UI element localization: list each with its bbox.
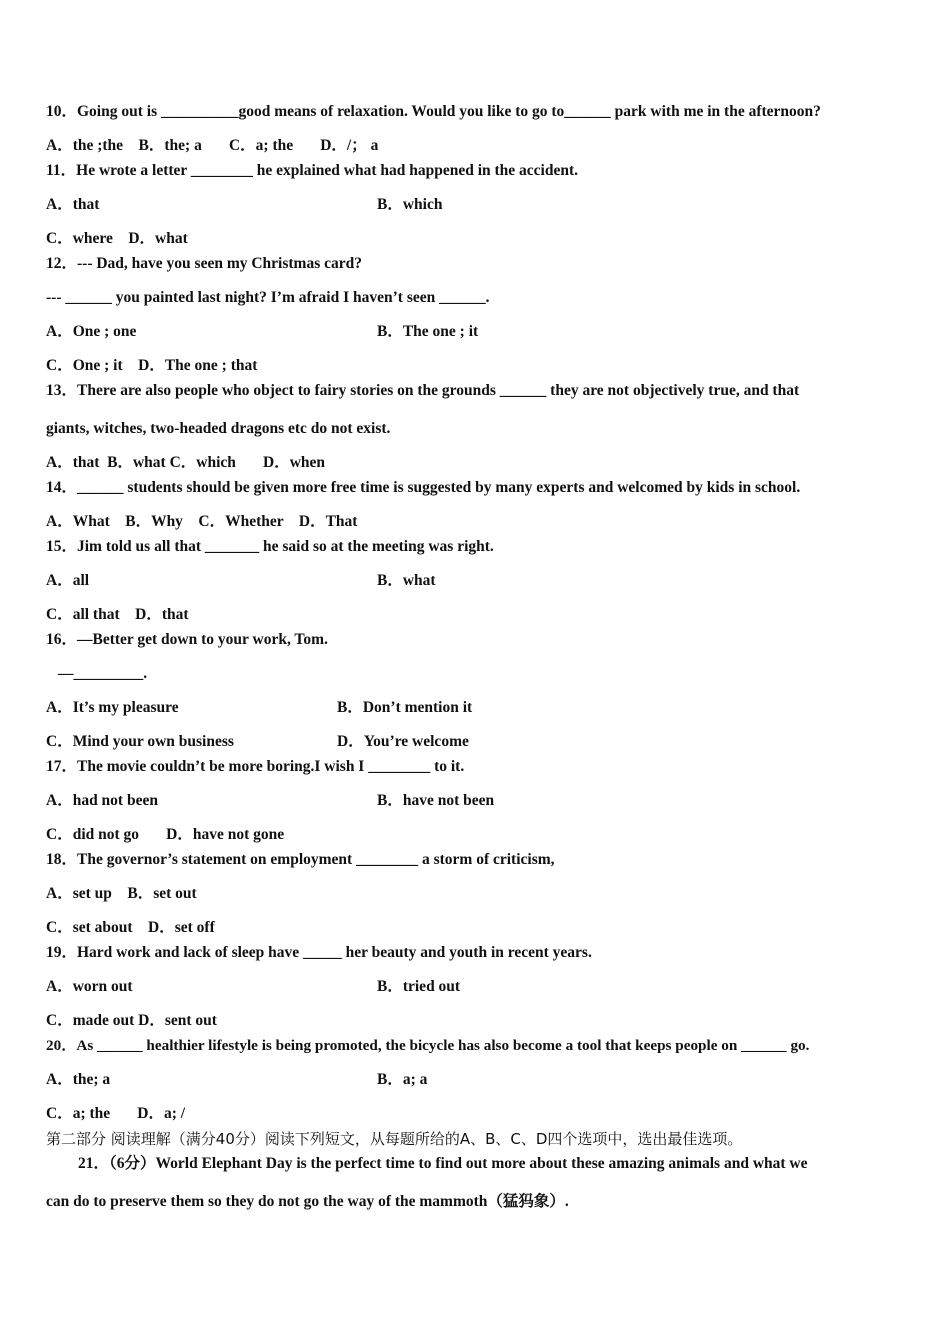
- q21-text-line1: 21．（6分）World Elephant Day is the perfect time to find out more about these amazing animals and what we: [78, 1155, 808, 1172]
- q16-option-c: C．Mind your own business: [46, 733, 234, 750]
- q12-option-a: A．One ; one: [46, 323, 137, 340]
- q15-options-cd: C．all that D．that: [46, 606, 189, 623]
- q18-options-cd: C．set about D．set off: [46, 919, 215, 936]
- q10-options: A．the ;the B．the; a C．a; the D．/； a: [46, 137, 379, 154]
- q19-option-a: A．worn out: [46, 978, 133, 995]
- q13-stem: 13．There are also people who object to fairy stories on the grounds ______ they are not objectively true, and that: [46, 382, 800, 399]
- q20-option-b: B．a; a: [377, 1071, 428, 1088]
- q17-option-a: A．had not been: [46, 792, 158, 809]
- q16-option-d: D．You’re welcome: [337, 733, 469, 750]
- q12-option-b: B．The one ; it: [377, 323, 479, 340]
- q12-stem-2: --- ______ you painted last night? I’m afraid I haven’t seen ______.: [46, 289, 490, 306]
- q19-options-cd: C．made out D．sent out: [46, 1012, 217, 1029]
- q18-stem: 18．The governor’s statement on employment ________ a storm of criticism,: [46, 851, 555, 868]
- q11-option-b: B．which: [377, 196, 443, 213]
- q15-option-a: A．all: [46, 572, 90, 589]
- q17-stem: 17．The movie couldn’t be more boring.I wish I ________ to it.: [46, 758, 465, 775]
- q16-option-a: A．It’s my pleasure: [46, 699, 179, 716]
- q17-option-b: B．have not been: [377, 792, 495, 809]
- q15-option-b: B．what: [377, 572, 436, 589]
- q20-options-cd: C．a; the D．a; /: [46, 1105, 186, 1122]
- q13-options: A．that B．what C．which D．when: [46, 454, 326, 471]
- q13-stem-2: giants, witches, two-headed dragons etc do not exist.: [46, 420, 391, 437]
- q15-stem: 15．Jim told us all that _______ he said so at the meeting was right.: [46, 538, 494, 555]
- q11-option-a: A．that: [46, 196, 100, 213]
- q10-stem: 10．Going out is __________good means of relaxation. Would you like to go to______ park with me in the afternoon?: [46, 103, 821, 120]
- q16-stem: 16．—Better get down to your work, Tom.: [46, 631, 328, 648]
- q19-stem: 19．Hard work and lack of sleep have _____ her beauty and youth in recent years.: [46, 944, 592, 961]
- q20-stem: 20．As ______ healthier lifestyle is being promoted, the bicycle has also become a tool that keeps people on ______ go.: [46, 1037, 810, 1054]
- q21-text-line2: can do to preserve them so they do not go the way of the mammoth（猛犸象）.: [46, 1193, 569, 1210]
- q19-option-b: B．tried out: [377, 978, 461, 995]
- q12-options-cd: C．One ; it D．The one ; that: [46, 357, 258, 374]
- q12-stem: 12．--- Dad, have you seen my Christmas card?: [46, 255, 363, 272]
- q18-options-ab: A．set up B．set out: [46, 885, 197, 902]
- q17-options-cd: C．did not go D．have not gone: [46, 826, 285, 843]
- section2-heading: 第二部分 阅读理解（满分40分）阅读下列短文，从每题所给的A、B、C、D四个选项中，选出最佳选项。: [46, 1130, 743, 1148]
- q16-stem-2: —_________.: [58, 665, 148, 682]
- q20-option-a: A．the; a: [46, 1071, 111, 1088]
- q11-stem: 11．He wrote a letter ________ he explained what had happened in the accident.: [46, 162, 579, 179]
- q11-options-cd: C．where D．what: [46, 230, 188, 247]
- q14-options: A．What B．Why C．Whether D．That: [46, 513, 358, 530]
- q14-stem: 14．______ students should be given more free time is suggested by many experts and welcomed by kids in school.: [46, 479, 801, 496]
- q16-option-b: B．Don’t mention it: [337, 699, 473, 716]
